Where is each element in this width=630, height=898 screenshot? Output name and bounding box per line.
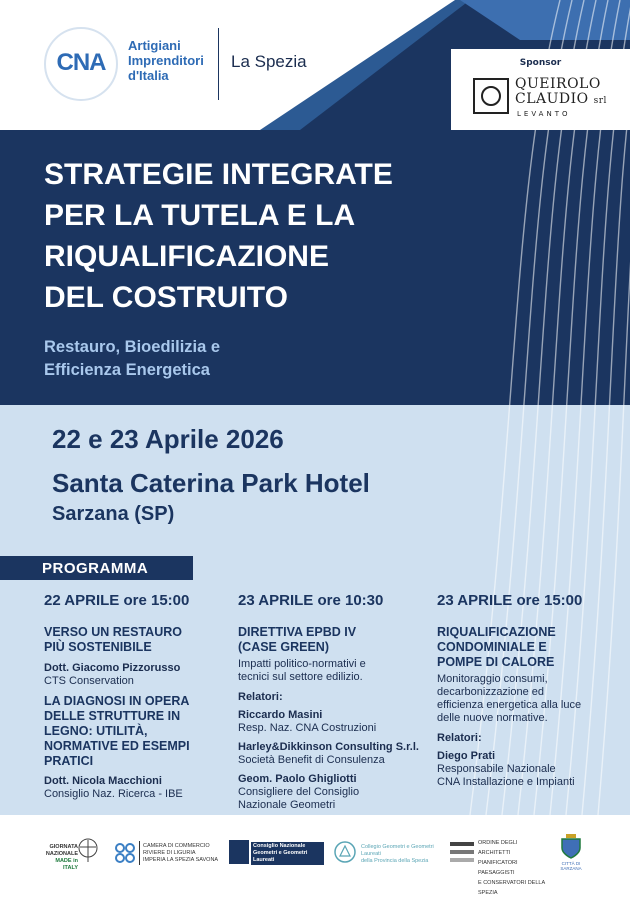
chamber-icon <box>114 842 136 864</box>
session-title: DIRETTIVA EPBD IV (CASE GREEN) <box>238 625 357 654</box>
speaker-name: Dott. Nicola Macchioni <box>44 775 162 787</box>
city-label: La Spezia <box>231 52 307 71</box>
speakers-label: Relatori: <box>238 691 283 703</box>
architects-icon <box>449 840 475 866</box>
geometri-collegio-logo: Collegio Geometri e Geometri Laureati della Provincia della Spezia <box>333 832 443 872</box>
speaker-role: Consigliere del Consiglio Nazionale Geometri <box>238 786 360 811</box>
speaker-name: Harley&Dikkinson Consulting S.r.l. <box>238 741 419 753</box>
made-in-italy-logo: GIORNATA NAZIONALE MADE in ITALY <box>44 832 114 872</box>
sponsor-box <box>451 49 630 130</box>
geometri-national-logo: Consiglio Nazionale Geometri e Geometri Laureati <box>229 832 324 872</box>
speaker-name: Geom. Paolo Ghigliotti <box>238 773 357 785</box>
architects-order-logo: ORDINE DEGLI ARCHITETTI PIANIFICATORI PAESAGGISTI E CONSERVATORI DELLA SPEZIA <box>449 832 549 872</box>
speaker-name: Diego Prati <box>437 750 496 762</box>
cna-logo-text: CNA <box>56 49 106 76</box>
sponsor-subtitle: LEVANTO <box>517 110 571 118</box>
collegio-icon <box>333 840 357 864</box>
sponsor-name: QUEIROLO CLAUDIO srl <box>515 76 607 107</box>
speaker-name: Dott. Giacomo Pizzorusso <box>44 662 181 674</box>
session-description: Monitoraggio consumi, decarbonizzazione ed efficienza energetica alla luce delle nuove normative. <box>437 673 582 724</box>
program-column-2 <box>238 592 428 818</box>
coat-of-arms-icon <box>560 834 582 860</box>
session-title: RIQUALIFICAZIONE CONDOMINIALE E POMPE DI CALORE <box>437 625 556 669</box>
speaker-role: Consiglio Naz. Ricerca - IBE <box>44 788 183 800</box>
brand-tagline: Artigiani Imprenditori d'Italia <box>128 38 204 83</box>
sarzana-coat-of-arms: CITTÀ DI SARZANA <box>556 832 586 872</box>
speakers-label: Relatori: <box>437 732 482 744</box>
program-label: PROGRAMMA <box>42 560 149 577</box>
event-date: 22 e 23 Aprile 2026 <box>52 424 284 454</box>
geometri-icon <box>229 840 249 864</box>
speaker-role: CTS Conservation <box>44 675 134 687</box>
session-time: 23 APRILE ore 10:30 <box>238 592 384 609</box>
vitruvian-icon <box>78 836 98 866</box>
session-time: 22 APRILE ore 15:00 <box>44 592 190 609</box>
session-time: 23 APRILE ore 15:00 <box>437 592 583 609</box>
chamber-of-commerce-logo: CAMERA DI COMMERCIO RIVIERE DI LIGURIA IMPERIA LA SPEZIA SAVONA <box>114 832 219 872</box>
event-place: Sarzana (SP) <box>52 503 175 525</box>
session-title: VERSO UN RESTAURO PIÙ SOSTENIBILE <box>44 625 182 654</box>
sponsor-label: Sponsor <box>519 58 562 68</box>
session-description: Impatti politico-normativi e tecnici sul settore edilizio. <box>238 658 366 683</box>
speaker-role: Resp. Naz. CNA Costruzioni <box>238 722 377 734</box>
header-divider <box>218 28 219 100</box>
speaker-name: Riccardo Masini <box>238 709 323 721</box>
session-title: LA DIAGNOSI IN OPERA DELLE STRUTTURE IN LEGNO: UTILITÀ, NORMATIVE ED ESEMPI PRATICI <box>44 694 190 768</box>
event-venue: Santa Caterina Park Hotel <box>52 468 370 498</box>
program-column-3 <box>437 592 617 795</box>
speaker-role: Società Benefit di Consulenza <box>238 754 385 766</box>
event-title: STRATEGIE INTEGRATE PER LA TUTELA E LA RIQUALIFICAZIONE DEL COSTRUITO <box>44 158 393 314</box>
program-column-1 <box>44 592 229 807</box>
sponsor-logo-icon <box>473 78 509 114</box>
event-subtitle: Restauro, Bioedilizia e Efficienza Energetica <box>44 338 221 379</box>
speaker-role: Responsabile Nazionale CNA Installazione e Impianti <box>437 763 575 788</box>
